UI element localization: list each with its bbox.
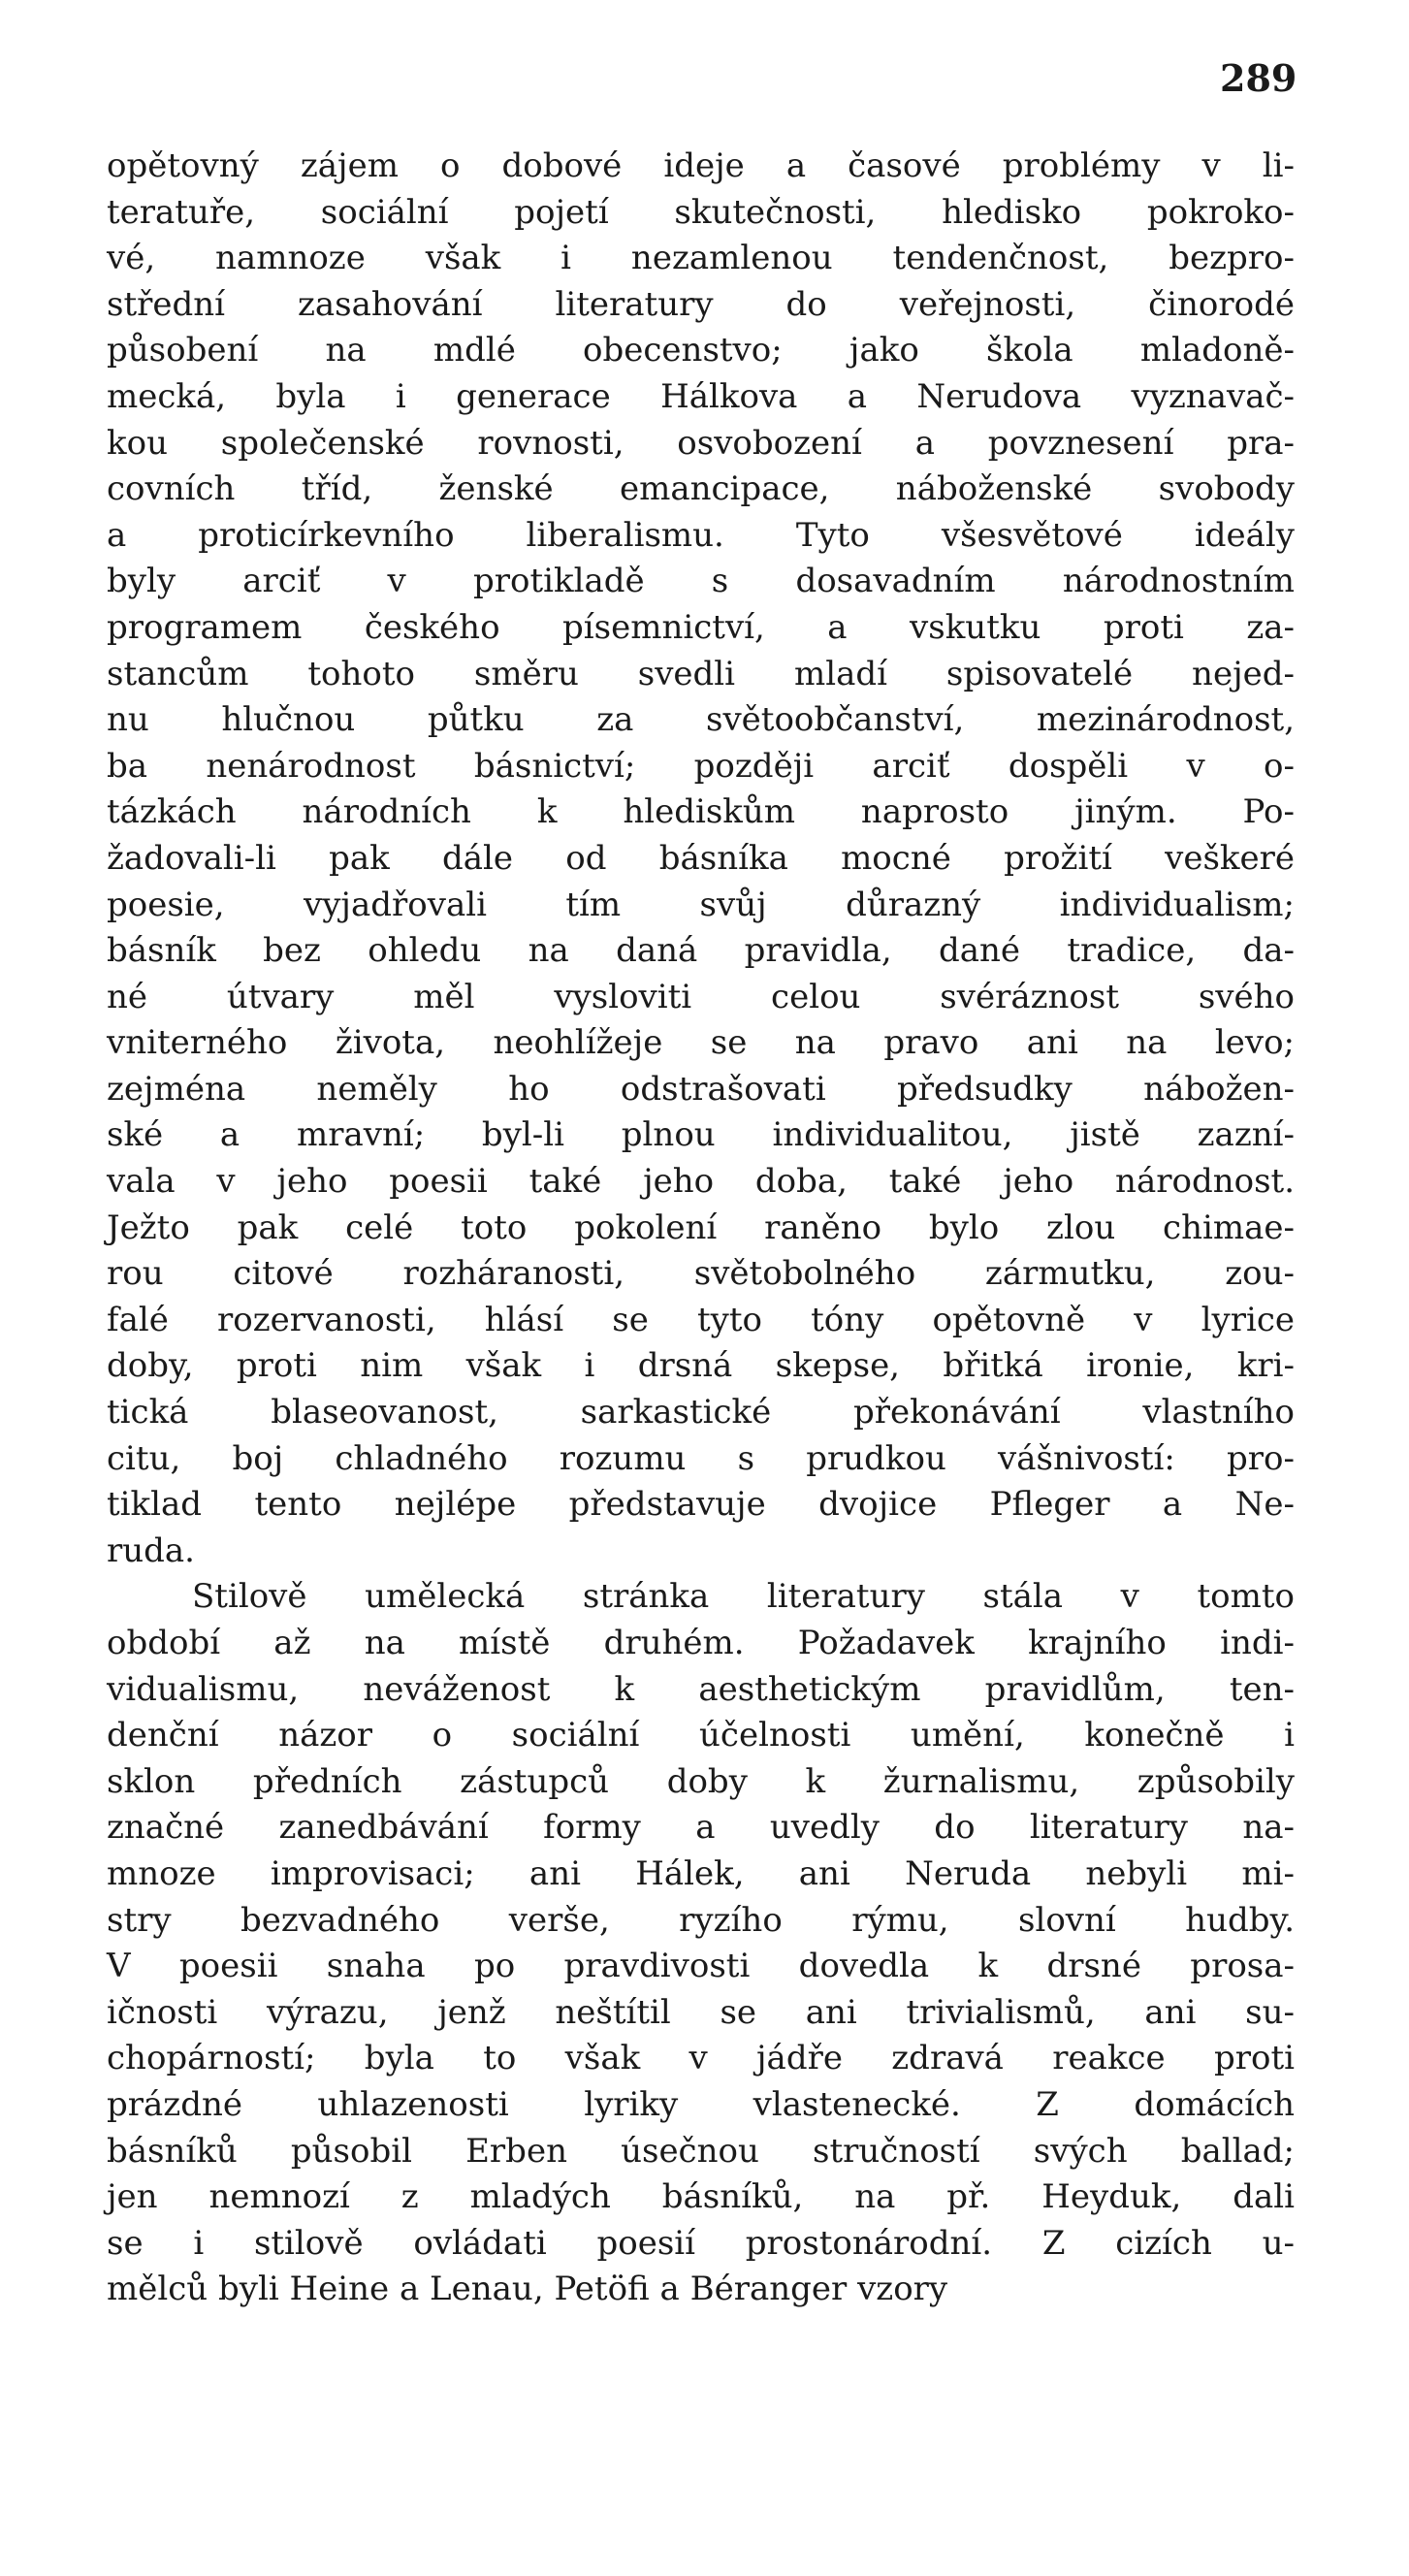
body-text [107,144,1295,2313]
text-line: covních tříd, ženské emancipace, náboženské svobody [107,469,1295,509]
text-line: programem českého písemnictví, a vskutku proti za- [107,607,1295,647]
text-line: V poesii snaha po pravdivosti dovedla k drsné prosa- [107,1947,1295,1986]
text-line: byly arciť v protikladě s dosavadním národnostním [107,562,1295,601]
text-line: stancům tohoto směru svedli mladí spisovatelé nejed- [107,654,1295,693]
text-line: se i stilově ovládati poesií prostonárodní. Z cizích u- [107,2223,1295,2263]
text-line: Ježto pak celé toto pokolení raněno bylo zlou chimae- [107,1208,1295,1247]
text-line: tická blaseovanost, sarkastické překonávání vlastního [107,1393,1295,1433]
text-line: tázkách národních k hlediskům naprosto jiným. Po- [107,792,1295,832]
text-line: falé rozervanosti, hlásí se tyto tóny opětovně v lyrice [107,1300,1295,1339]
text-line: opětovný zájem o dobové ideje a časové problémy v li- [107,146,1295,185]
text-line: básníků působil Erben úsečnou stručností svých ballad; [107,2131,1295,2171]
text-line: tiklad tento nejlépe představuje dvojice Pfleger a Ne- [107,1485,1295,1525]
text-line: jen nemnozí z mladých básníků, na př. Heyduk, dali [107,2177,1295,2217]
text-line: mnoze improvisaci; ani Hálek, ani Neruda nebyli mi- [107,1853,1295,1893]
text-line: mělců byli Heine a Lenau, Petöfi a Béranger vzory [107,2270,948,2309]
text-line: vniterného života, neohlížeje se na pravo ani na levo; [107,1023,1295,1063]
text-line: vala v jeho poesii také jeho doba, také jeho národnost. [107,1162,1295,1202]
text-line: působení na mdlé obecenstvo; jako škola mladoně- [107,331,1295,370]
text-line: ba nenárodnost básnictví; později arciť dospěli v o- [107,746,1295,786]
text-line: ičnosti výrazu, jenž neštítil se ani trivialismů, ani su- [107,1992,1295,2032]
text-line: ské a mravní; byl-li plnou individualitou, jistě zazní- [107,1115,1295,1155]
page-number: 289 [1220,56,1297,100]
text-line: doby, proti nim však i drsná skepse, břitká ironie, kri- [107,1346,1295,1386]
text-line: vé, namnoze však i nezamlenou tendenčnost, bezpro- [107,239,1295,278]
text-line: poesie, vyjadřovali tím svůj důrazný individualism; [107,885,1295,924]
text-line: vidualismu, neváženost k aesthetickým pravidlům, ten- [107,1669,1295,1709]
text-line: citu, boj chladného rozumu s prudkou vášnivostí: pro- [107,1438,1295,1478]
text-line: rou citové rozháranosti, světobolného zármutku, zou- [107,1254,1295,1294]
text-line: denční názor o sociální účelnosti umění, konečně i [107,1716,1295,1755]
text-line: nu hlučnou půtku za světoobčanství, mezinárodnost, [107,700,1295,740]
text-line: žadovali-li pak dále od básníka mocné prožití veškeré [107,838,1295,878]
text-line: kou společenské rovnosti, osvobození a povznesení pra- [107,423,1295,463]
text-line: a proticírkevního liberalismu. Tyto všesvětové ideály [107,515,1295,555]
text-line: stry bezvadného verše, ryzího rýmu, slovní hudby. [107,1900,1295,1940]
text-line: né útvary měl vysloviti celou svéráznost svého [107,977,1295,1016]
text-line: období až na místě druhém. Požadavek krajního indi- [107,1624,1295,1662]
text-line: značné zanedbávání formy a uvedly do literatury na- [107,1808,1295,1848]
text-line: chopárností; byla to však v jádře zdravá reakce proti [107,2039,1295,2078]
text-line: ruda. [107,1530,195,1570]
text-line: zejména neměly ho odstrašovati předsudky nábožen- [107,1069,1295,1109]
text-line: teratuře, sociální pojetí skutečnosti, hledisko pokroko- [107,192,1295,232]
text-line: básník bez ohledu na daná pravidla, dané tradice, da- [107,931,1295,971]
text-line: střední zasahování literatury do veřejnosti, činorodé [107,284,1295,324]
text-line: mecká, byla i generace Hálkova a Nerudova vyznavač- [107,376,1295,416]
text-line: prázdné uhlazenosti lyriky vlastenecké. Z domácích [107,2084,1295,2124]
text-line: Stilově umělecká stránka literatury stála v tomto [192,1577,1295,1617]
text-line: sklon předních zástupců doby k žurnalismu, způsobily [107,1761,1295,1801]
